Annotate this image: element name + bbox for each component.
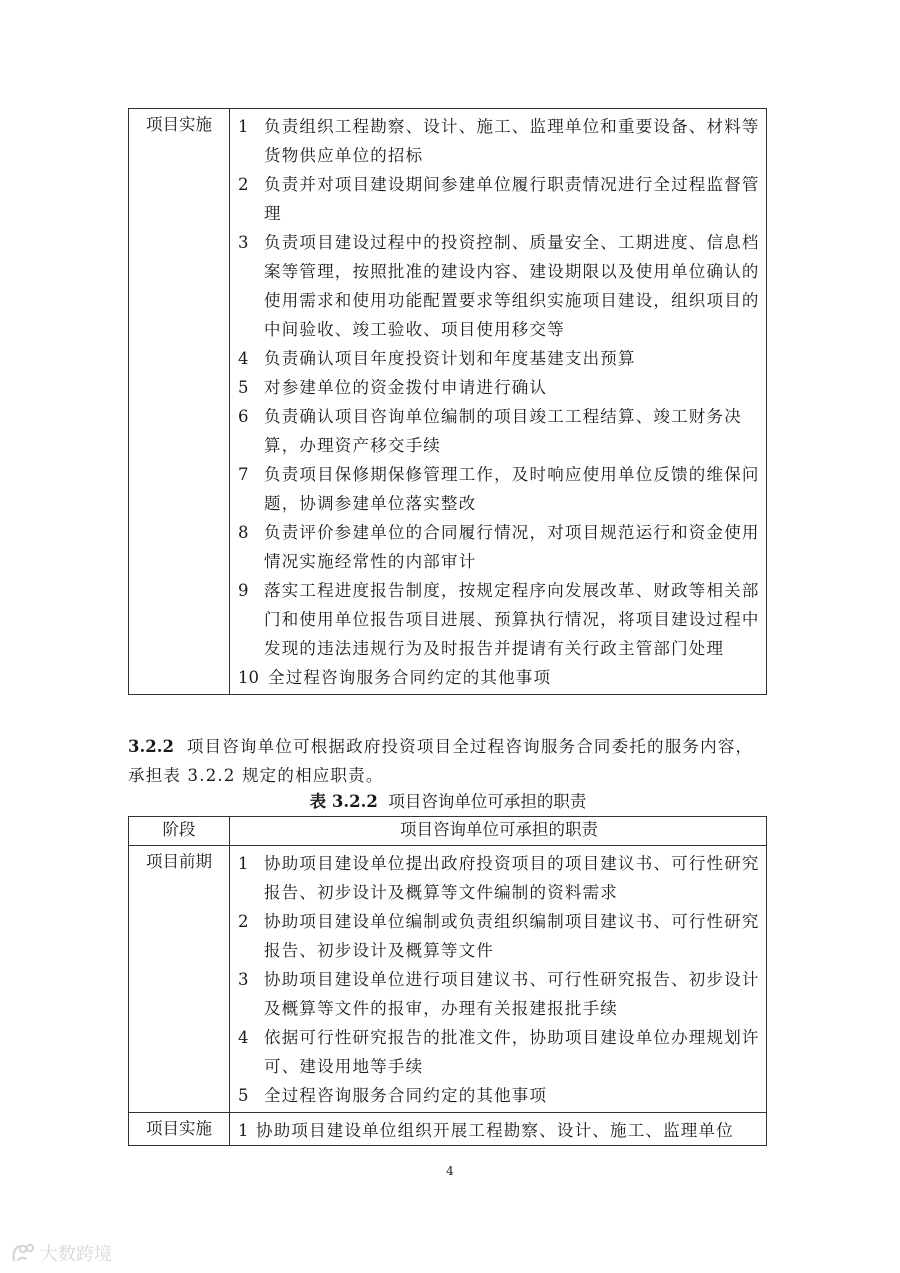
item-text: 全过程咨询服务合同约定的其他事项: [264, 1086, 548, 1105]
table-caption: [128, 790, 768, 814]
item-number: 5: [238, 378, 249, 397]
item-number: 2: [238, 175, 249, 194]
list-item: [238, 228, 760, 344]
items-cell: [230, 1113, 767, 1146]
item-number: 2: [238, 912, 249, 931]
page-number: 4: [446, 1164, 454, 1178]
item-text: 负责评价参建单位的合同履行情况，对项目规范运行和资金使用情况实施经常性的内部审计: [264, 523, 760, 571]
table-header-row: [129, 817, 767, 846]
item-number: 9: [238, 581, 249, 600]
clause-text: 项目咨询单位可根据政府投资项目全过程咨询服务合同委托的服务内容，承担表 3.2.2 规定的相应职责。: [128, 737, 754, 785]
list-item: [238, 112, 760, 170]
item-text: 落实工程进度报告制度，按规定程序向发展改革、财政等相关部门和使用单位报告项目进展、预算执行情况，将项目建设过程中发现的违法违规行为及时报告并提请有关行政主管部门处理: [264, 581, 760, 658]
list-item: [238, 373, 760, 402]
list-item: [238, 344, 760, 373]
item-number: 1: [238, 854, 249, 873]
brand-logo-icon: [10, 1242, 36, 1264]
stage-cell: 项目实施: [129, 109, 230, 695]
item-text: 负责确认项目咨询单位编制的项目竣工工程结算、竣工财务决算，办理资产移交手续: [264, 407, 742, 455]
item-number: 8: [238, 523, 249, 542]
item-number: 1: [238, 117, 249, 136]
item-text: 协助项目建设单位编制或负责组织编制项目建议书、可行性研究报告、初步设计及概算等文件: [264, 912, 760, 960]
caption-label: 表 3.2.2: [309, 792, 378, 811]
responsibility-table-continued: [128, 108, 767, 695]
item-text: 负责项目建设过程中的投资控制、质量安全、工期进度、信息档案等管理，按照批准的建设内容、建设期限以及使用单位确认的使用需求和使用功能配置要求等组织实施项目建设，组织项目的中间验收、竣工验收、项目使用移交等: [264, 233, 760, 339]
watermark-text: 大数跨境: [40, 1244, 112, 1265]
item-number: 6: [238, 407, 249, 426]
list-item: [238, 663, 760, 692]
watermark: [10, 1240, 112, 1266]
list-item: [238, 965, 760, 1023]
item-number: 3: [238, 233, 249, 252]
list-item: [238, 518, 760, 576]
item-number: 10: [238, 668, 259, 687]
item-number: 3: [238, 970, 249, 989]
item-text: 全过程咨询服务合同约定的其他事项: [268, 668, 552, 687]
list-item: [238, 460, 760, 518]
list-item: [238, 1116, 760, 1145]
item-text: 负责确认项目年度投资计划和年度基建支出预算: [264, 349, 636, 368]
item-text: 协助项目建设单位组织开展工程勘察、设计、施工、监理单位: [256, 1121, 734, 1140]
header-stage: 阶段: [129, 817, 230, 846]
list-item: [238, 1023, 760, 1081]
items-cell: [230, 109, 767, 695]
item-number: 7: [238, 465, 249, 484]
item-number: 1: [238, 1121, 249, 1140]
item-number: 5: [238, 1086, 249, 1105]
item-number: 4: [238, 349, 249, 368]
list-item: [238, 907, 760, 965]
list-item: [238, 576, 760, 663]
table-row: [129, 846, 767, 1113]
item-text: 对参建单位的资金拨付申请进行确认: [264, 378, 548, 397]
item-text: 协助项目建设单位提出政府投资项目的项目建议书、可行性研究报告、初步设计及概算等文件编制的资料需求: [264, 854, 760, 902]
list-item: [238, 402, 760, 460]
list-item: [238, 849, 760, 907]
items-cell: [230, 846, 767, 1113]
clause-number: 3.2.2: [128, 737, 174, 756]
item-text: 负责组织工程勘察、设计、施工、监理单位和重要设备、材料等货物供应单位的招标: [264, 117, 760, 165]
clause-paragraph: [128, 732, 768, 790]
item-text: 负责项目保修期保修管理工作，及时响应使用单位反馈的维保问题，协调参建单位落实整改: [264, 465, 760, 513]
item-text: 协助项目建设单位进行项目建议书、可行性研究报告、初步设计及概算等文件的报审，办理有关报建报批手续: [264, 970, 760, 1018]
item-number: 4: [238, 1028, 249, 1047]
stage-cell: 项目实施: [129, 1113, 230, 1146]
list-item: [238, 1081, 760, 1110]
stage-cell: 项目前期: [129, 846, 230, 1113]
table-row: [129, 109, 767, 695]
list-item: [238, 170, 760, 228]
caption-title: 项目咨询单位可承担的职责: [388, 792, 587, 811]
item-text: 依据可行性研究报告的批准文件，协助项目建设单位办理规划许可、建设用地等手续: [264, 1028, 760, 1076]
header-duties: 项目咨询单位可承担的职责: [230, 817, 767, 846]
table-row: [129, 1113, 767, 1146]
consultant-responsibility-table: [128, 816, 767, 1146]
item-text: 负责并对项目建设期间参建单位履行职责情况进行全过程监督管理: [264, 175, 760, 223]
